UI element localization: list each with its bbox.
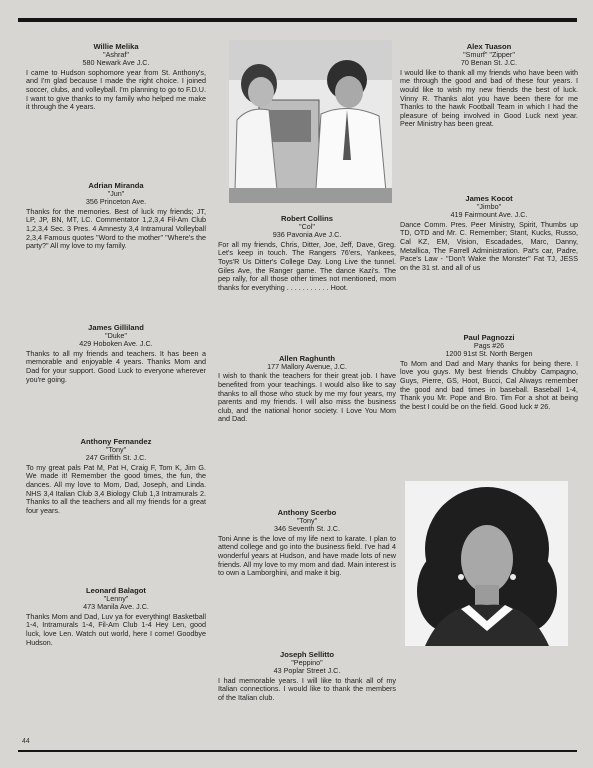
senior-nickname: Pags #26 [473, 341, 505, 350]
senior-entry [26, 181, 206, 251]
senior-photo-two-boys [229, 40, 392, 203]
senior-message: Thanks Mom and Dad, Luv ya for everything! Basketball 1-4, Intramurals 1-4, Fil-Am Club 1-4 Hey Len, good luck, love Len. Watch out world, here I come! Goodbye Hudson. [26, 611, 206, 647]
senior-nickname: "Jun" [107, 189, 125, 198]
top-rule [18, 18, 577, 22]
senior-nickname: "Jimbo" [476, 202, 502, 211]
senior-address: 356 Princeton Ave. [85, 197, 147, 207]
senior-address: 247 Griffith St. J.C. [85, 453, 147, 463]
senior-name: Paul Pagnozzi [463, 333, 515, 342]
senior-address: 70 Benan St. J.C. [460, 58, 518, 68]
senior-entry [26, 437, 206, 515]
senior-message: To my great pals Pat M, Pat H, Craig F, Tom K, Jim G. We made it! Remember the good times, the fun, the dances. All my love to Mom, Dad, Joseph, and Linda. NHS 3,4 Italian Club 3,4 Biology Club 1,3 Intramurals 2. Thanks to all the teachers and all my friends for a great four years. [26, 462, 206, 515]
senior-address: 936 Pavonia Ave J.C. [272, 230, 342, 240]
senior-message: Thanks for the memories. Best of luck my friends; JT, LP, JP, BN, MT, LC. Commentator 1,2,3,4 Fil-Am Club 1,2,3,4 Sec. 3 Pres. 4 Amnesty 3,4 Intramural Volleyball 2,3,4 Famous quotes "Word to the mother" "Where's the party?" All my love to my family. [26, 206, 206, 251]
senior-name: Anthony Fernandez [80, 437, 152, 446]
senior-message: I came to Hudson sophomore year from St. Anthony's, and I'm glad because I made the right choice. I joined soccer, clubs, and volleyball. I'm planning to go to F.D.U. I want to give thanks to my family who helped me make it through the 4 years. [26, 67, 206, 112]
senior-nickname: "Col" [299, 222, 315, 231]
senior-name: Willie Melika [93, 42, 139, 51]
senior-entry [26, 586, 206, 647]
senior-photo-girl [405, 481, 568, 646]
senior-message: For all my friends, Chris, Ditter, Joe, Jeff, Dave, Greg. Let's keep in touch. The Rangers 76'ers, Yankees, Toys'R Us Ditter's College Day. Long Live the tunnel. Giles Ave, the Ranger game. The dance Kazi's. The pep rally, for all those other times not mentioned, mom thanks for everything . . . . . . . . . . . Hoot. [218, 239, 396, 292]
senior-entry [26, 42, 206, 112]
photo-illustration [405, 481, 568, 646]
senior-address: 580 Newark Ave J.C. [82, 58, 150, 68]
senior-address: 429 Hoboken Ave. J.C. [79, 339, 153, 349]
senior-address: 473 Manila Ave. J.C. [83, 602, 149, 612]
senior-message: Toni Anne is the love of my life next to karate. I plan to attend college and go into the business field. I've had 4 wonderful years at Hudson, and have made lots of new friends. All my love to my mom and dad. Main interest is to own a Lamborghini, and make it big. [218, 533, 396, 578]
senior-nickname: "Lenny" [103, 594, 129, 603]
senior-entry [218, 354, 396, 424]
senior-address: 1200 91st St. North Bergen [445, 349, 533, 359]
senior-message: Dance Comm. Pres. Peer Ministry, Spirit, Thumbs up TD, OTD and Mr. C. Remember; Stant, Kucks, Russo, Cal KZ, EM, Vision, Escadades, Marc, Danny, Metallica, The Farrell Administration. Pat's car, Padre, Pace's Law - "Don't Wake the Monster" Fat TJ, JESS on the 31 st. and all of us [400, 219, 578, 272]
senior-nickname: "Smurf" "Zipper" [463, 50, 515, 59]
senior-entry [26, 323, 206, 384]
senior-entry [218, 508, 396, 578]
senior-address: 419 Fairmount Ave. J.C. [450, 210, 528, 220]
senior-entry [400, 333, 578, 411]
senior-entry [400, 194, 578, 272]
senior-message: I wish to thank the teachers for their great job. I have benefited from your teachings. I would also like to say thanks to all those who stuck by me my four years, my parents and my friends. I will also miss the business club, and the national honor society. I Love You Mom and Dad. [218, 371, 396, 424]
senior-entry [400, 42, 578, 129]
senior-message: Thanks to all my friends and teachers. It has been a memorable and enjoyable 4 years. Thanks Mom and Dad for your support. Good Luck to everyone wherever you're going. [26, 348, 206, 384]
senior-name: Adrian Miranda [88, 181, 144, 190]
senior-nickname: "Peppino" [291, 658, 323, 667]
page-number: 44 [22, 738, 30, 745]
senior-name: Robert Collins [281, 214, 333, 223]
bottom-rule [18, 750, 577, 752]
senior-name: James Kocot [465, 194, 513, 203]
senior-name: Anthony Scerbo [277, 508, 337, 517]
senior-message: I had memorable years. I will like to thank all of my Italian connections. I would like to thank the members of the Italian club. [218, 675, 396, 702]
senior-address: 346 Seventh St. J.C. [274, 524, 340, 534]
photo-illustration [229, 40, 392, 203]
senior-message: To Mom and Dad and Mary thanks for being there. I love you guys. My best friends Chubby Campagno, Guys, Pierre, GS, Hoot, Bucci, Cal Always remember the good and bad times in baseball. Baseball 1-4, Thank you Mr. Pope and Bro. Tim For a shot at being the best I could be on the field. Good luck # 26. [400, 358, 578, 411]
senior-address: 177 Mallory Avenue, J.C. [267, 362, 347, 371]
senior-name: Alex Tuason [466, 42, 512, 51]
senior-nickname: "Ashraf" [103, 50, 129, 59]
senior-nickname: "Tony" [296, 516, 318, 525]
senior-name: James Gilliland [88, 323, 144, 332]
senior-address: 43 Poplar Street J.C. [273, 666, 341, 676]
senior-entry [218, 650, 396, 703]
senior-name: Leonard Balagot [86, 586, 146, 595]
senior-entry [218, 214, 396, 292]
senior-message: I would like to thank all my friends who have been with me through the good and bad of these four years. I would like to wish my new friends the best of luck. Vinny R. Thanks alot you have been there for me Thanks to the hawk Football Team in which I had the pleasure of being involved in Good Luck next year. Peer Ministry has been great. [400, 67, 578, 129]
senior-name: Allen Raghunth [278, 354, 336, 363]
senior-nickname: "Duke" [105, 331, 127, 340]
senior-nickname: "Tony" [105, 445, 127, 454]
senior-name: Joseph Sellitto [279, 650, 334, 659]
